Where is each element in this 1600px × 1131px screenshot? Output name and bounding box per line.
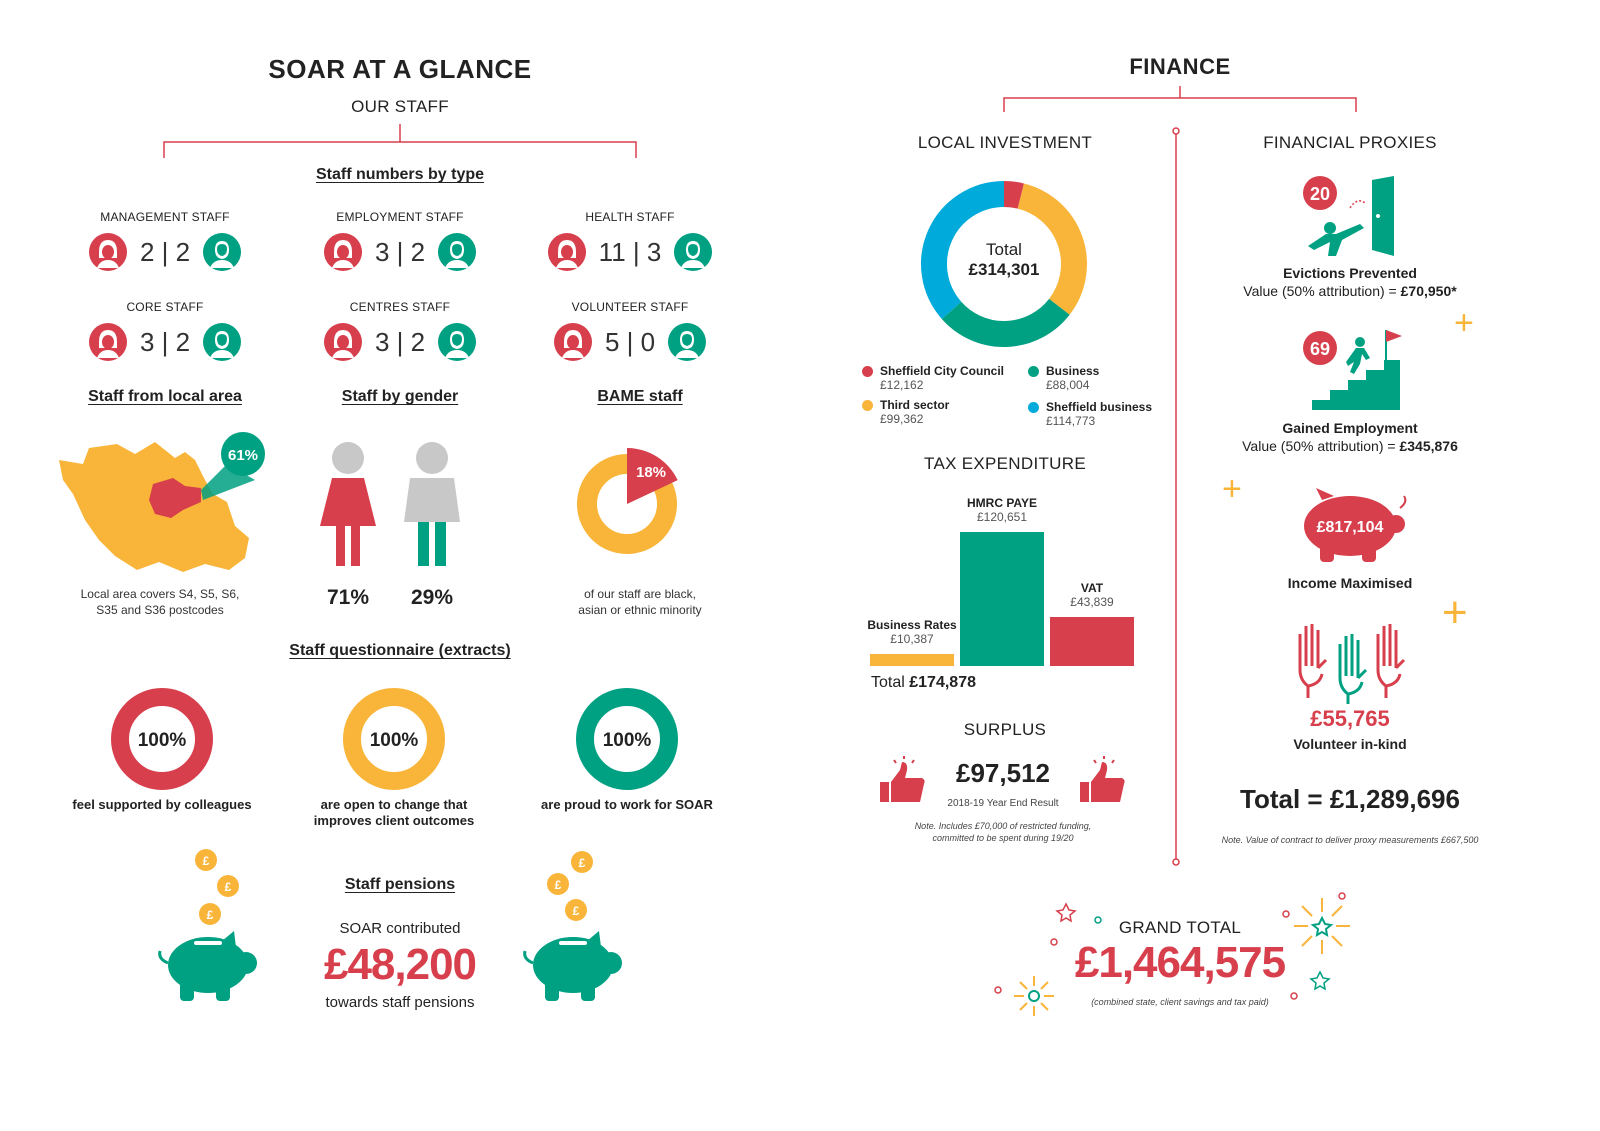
questionnaire-ring-supported xyxy=(110,687,214,791)
pensions-heading: Staff pensions xyxy=(344,876,456,893)
tax-heading: TAX EXPENDITURE xyxy=(924,454,1086,473)
donut-total-label: Total xyxy=(986,240,1022,259)
tax-total: Total £174,878 xyxy=(871,674,976,691)
staff-count: 2 | 2 xyxy=(139,236,191,267)
legend-dot xyxy=(862,400,873,411)
evictions-title: Evictions Prevented xyxy=(1283,265,1417,281)
female-staff-icon xyxy=(553,322,593,362)
raised-hands-icon xyxy=(1294,620,1408,704)
employment-count: 69 xyxy=(1309,339,1331,359)
staff-type-card xyxy=(530,210,730,272)
pensions-amount: £48,200 xyxy=(323,940,477,989)
legend-dot xyxy=(1028,366,1039,377)
legend-item: Business £88,004 xyxy=(1028,364,1178,392)
questionnaire-ring-open xyxy=(342,687,446,791)
pensions-line1: SOAR contributed xyxy=(339,920,461,937)
thumbs-up-icon-right xyxy=(1078,755,1128,807)
proxies-heading: FINANCIAL PROXIES xyxy=(1263,133,1437,152)
surplus-heading: SURPLUS xyxy=(963,720,1047,739)
coins-icon-left xyxy=(190,848,230,928)
surplus-value: £97,512 xyxy=(956,758,1050,788)
legend-dot xyxy=(1028,402,1039,413)
svg-text:£: £ xyxy=(224,880,232,894)
finance-bracket xyxy=(1000,86,1360,112)
grand-total-label: GRAND TOTAL xyxy=(1118,918,1242,937)
female-staff-icon xyxy=(88,322,128,362)
staff-numbers-heading: Staff numbers by type xyxy=(315,166,485,183)
employment-value-line: Value (50% attribution) = £345,876 xyxy=(1242,438,1458,454)
staff-type-label: EMPLOYMENT STAFF xyxy=(336,210,464,224)
male-staff-icon xyxy=(202,322,242,362)
svg-text:£: £ xyxy=(578,856,586,870)
proxies-total: Total = £1,289,696 xyxy=(1240,784,1460,814)
donut-segment xyxy=(1021,196,1074,307)
bame-donut xyxy=(575,450,685,560)
tax-bar-label: HMRC PAYE £120,651 xyxy=(966,496,1037,524)
gender-heading: Staff by gender xyxy=(341,388,459,405)
female-figure-icon xyxy=(320,440,376,570)
svg-text:100%: 100% xyxy=(369,730,419,751)
piggy-bank-icon-right xyxy=(515,922,635,1004)
pensions-line2: towards staff pensions xyxy=(325,994,475,1011)
tax-bar-business-rates xyxy=(870,654,954,666)
eviction-prevented-icon xyxy=(1300,176,1400,260)
tax-bar-label: Business Rates £10,387 xyxy=(867,618,957,646)
income-value: £817,104 xyxy=(1316,519,1384,536)
tax-bar-chart xyxy=(867,496,1140,666)
staff-type-card xyxy=(300,210,500,272)
bame-heading: BAME staff xyxy=(597,388,683,405)
staff-type-label: MANAGEMENT STAFF xyxy=(100,210,230,224)
male-staff-icon xyxy=(437,232,477,272)
coins-icon-right xyxy=(548,848,598,928)
our-staff-subtitle: OUR STAFF xyxy=(351,97,449,116)
questionnaire-caption: are proud to work for SOAR xyxy=(541,797,713,812)
tax-bar-label: VAT £43,839 xyxy=(1070,581,1114,609)
local-area-caption: Local area covers S4, S5, S6, S35 and S36 postcodes xyxy=(80,587,240,617)
questionnaire-heading: Staff questionnaire (extracts) xyxy=(289,642,511,659)
svg-text:£: £ xyxy=(554,878,562,892)
volunteer-title: Volunteer in-kind xyxy=(1293,736,1407,752)
svg-text:£: £ xyxy=(572,904,580,918)
tax-bar-hmrc-paye xyxy=(960,532,1044,666)
evictions-value-line: Value (50% attribution) = £70,950* xyxy=(1243,283,1457,299)
star-icon xyxy=(1313,918,1331,935)
staff-type-card xyxy=(300,300,500,362)
staff-bracket xyxy=(160,124,640,158)
employment-title: Gained Employment xyxy=(1282,420,1418,436)
staff-type-card xyxy=(65,300,265,362)
star-icon xyxy=(1057,904,1075,921)
female-staff-icon xyxy=(323,232,363,272)
questionnaire-caption: are open to change that improves client outcomes xyxy=(313,797,475,828)
male-staff-icon xyxy=(437,322,477,362)
staff-type-card xyxy=(65,210,265,272)
gained-employment-icon xyxy=(1300,328,1420,412)
staff-count: 3 | 2 xyxy=(374,326,426,357)
male-staff-icon xyxy=(202,232,242,272)
staff-type-label: CENTRES STAFF xyxy=(349,300,451,314)
male-staff-icon xyxy=(667,322,707,362)
plus-icon: + xyxy=(1442,588,1468,637)
legend-item: Third sector £99,362 xyxy=(862,398,1032,426)
tax-bar-vat xyxy=(1050,617,1134,666)
volunteer-value: £55,765 xyxy=(1310,706,1390,731)
grand-total-caption: (combined state, client savings and tax paid) xyxy=(1091,997,1269,1007)
legend-item: Sheffield business £114,773 xyxy=(1028,400,1178,428)
bame-percent: 18% xyxy=(635,464,667,481)
income-piggy-bank-icon xyxy=(1292,486,1412,570)
female-percent: 71% xyxy=(326,586,370,609)
female-staff-icon xyxy=(547,232,587,272)
questionnaire-caption: feel supported by colleagues xyxy=(72,797,252,812)
plus-icon: + xyxy=(1454,304,1474,342)
surplus-caption: 2018-19 Year End Result xyxy=(947,798,1059,809)
local-area-map xyxy=(55,430,275,580)
female-staff-icon xyxy=(88,232,128,272)
questionnaire-ring-proud xyxy=(575,687,679,791)
income-title: Income Maximised xyxy=(1287,575,1413,591)
piggy-bank-icon-left xyxy=(150,922,270,1004)
proxies-note: Note. Value of contract to deliver proxy measurements £667,500 xyxy=(1221,835,1479,845)
local-investment-donut xyxy=(915,175,1095,355)
donut-total-value: £314,301 xyxy=(968,260,1040,279)
legend-item: Sheffield City Council £12,162 xyxy=(862,364,1032,392)
staff-type-label: CORE STAFF xyxy=(126,300,204,314)
legend-dot xyxy=(862,366,873,377)
svg-text:£: £ xyxy=(202,854,210,868)
staff-type-card xyxy=(530,300,730,362)
plus-icon: + xyxy=(1222,470,1242,508)
male-staff-icon xyxy=(673,232,713,272)
evictions-count: 20 xyxy=(1309,184,1331,204)
male-percent: 29% xyxy=(410,586,454,609)
local-area-heading: Staff from local area xyxy=(88,388,242,405)
staff-count: 3 | 2 xyxy=(139,326,191,357)
donut-segment xyxy=(952,307,1060,334)
donut-segment xyxy=(1004,194,1021,196)
staff-type-label: VOLUNTEER STAFF xyxy=(571,300,689,314)
page-title: SOAR AT A GLANCE xyxy=(268,54,532,84)
staff-count: 5 | 0 xyxy=(604,326,656,357)
bame-caption: of our staff are black, asian or ethnic minority xyxy=(578,587,702,617)
finance-divider xyxy=(1171,128,1181,868)
female-staff-icon xyxy=(323,322,363,362)
staff-count: 11 | 3 xyxy=(598,236,662,267)
local-area-percent: 61% xyxy=(227,447,259,464)
grand-total-value: £1,464,575 xyxy=(1074,938,1286,987)
local-investment-heading: LOCAL INVESTMENT xyxy=(917,133,1093,152)
staff-type-label: HEALTH STAFF xyxy=(585,210,675,224)
svg-text:100%: 100% xyxy=(137,730,187,751)
svg-text:£: £ xyxy=(206,908,214,922)
thumbs-up-icon-left xyxy=(878,755,928,807)
svg-text:100%: 100% xyxy=(602,730,652,751)
staff-count: 3 | 2 xyxy=(374,236,426,267)
finance-title: FINANCE xyxy=(1129,54,1231,79)
surplus-note: Note. Includes £70,000 of restricted funding, committed to be spent during 19/20 xyxy=(914,821,1092,843)
male-figure-icon xyxy=(404,440,460,570)
